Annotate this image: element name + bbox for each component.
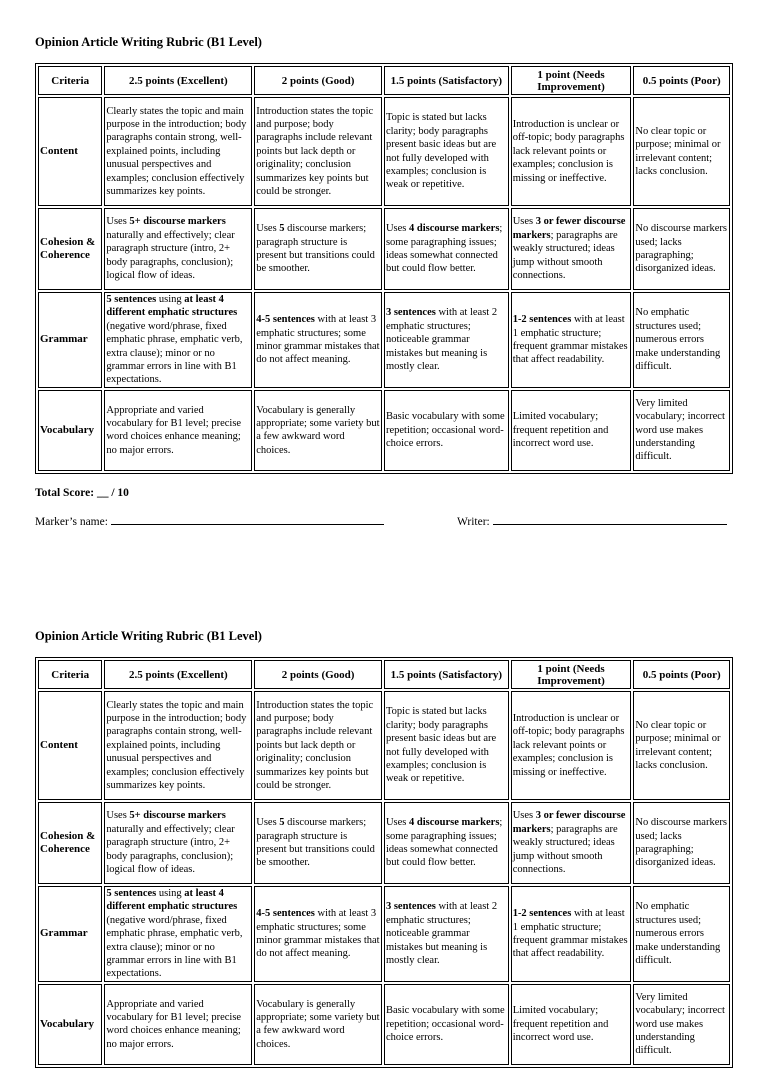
descriptor-cell: Introduction states the topic and purpose; body paragraphs include relevant points but lack depth or originality; conclusion summarizes key points but could be stronger.: [254, 97, 382, 206]
rubric-title: Opinion Article Writing Rubric (B1 Level): [35, 35, 262, 49]
header-needs-improvement: 1 point (Needs Improvement): [511, 660, 632, 689]
row-grammar: [38, 292, 730, 388]
rubric-table: [35, 63, 733, 474]
header-excellent: 2.5 points (Excellent): [104, 660, 252, 689]
header-criteria: Criteria: [38, 660, 102, 689]
descriptor-cell: Topic is stated but lacks clarity; body paragraphs present basic ideas but are not fully developed with examples; conclusion is weak or repetitive.: [384, 691, 509, 800]
descriptor-cell: Introduction states the topic and purpose; body paragraphs include relevant points but lack depth or originality; conclusion summarizes key points but could be stronger.: [254, 691, 382, 800]
row-content: [38, 691, 730, 800]
descriptor-cell: Clearly states the topic and main purpose in the introduction; body paragraphs contain strong, well-explained points, including unusual perspectives and examples; conclusion effectively summarizes key points.: [104, 691, 252, 800]
descriptor-cell: Limited vocabulary; frequent repetition and incorrect word use.: [511, 984, 632, 1065]
header-needs-improvement: 1 point (Needs Improvement): [511, 66, 632, 95]
descriptor-cell: No clear topic or purpose; minimal or irrelevant content; lacks conclusion.: [633, 97, 730, 206]
row-content: [38, 97, 730, 206]
marker-name-line: [35, 514, 384, 528]
descriptor-cell: Uses 5 discourse markers; paragraph structure is present but transitions could be smoother.: [254, 208, 382, 290]
descriptor-cell: No clear topic or purpose; minimal or irrelevant content; lacks conclusion.: [633, 691, 730, 800]
criterion-cell: Grammar: [38, 292, 102, 388]
criterion-cell: Grammar: [38, 886, 102, 982]
writer-line: [457, 514, 727, 528]
descriptor-cell: 3 sentences with at least 2 emphatic structures; noticeable grammar mistakes but meaning is mostly clear.: [384, 886, 509, 982]
descriptor-cell: No discourse markers used; lacks paragraphing; disorganized ideas.: [633, 802, 730, 884]
header-row: [38, 66, 730, 95]
row-grammar: [38, 886, 730, 982]
descriptor-cell: Uses 3 or fewer discourse markers; paragraphs are weakly structured; ideas jump without smooth connections.: [511, 802, 632, 884]
header-poor: 0.5 points (Poor): [633, 66, 730, 95]
descriptor-cell: 1-2 sentences with at least 1 emphatic structure; frequent grammar mistakes that affect readability.: [511, 292, 632, 388]
row-cohesion: [38, 802, 730, 884]
total-score: Total Score: __ / 10: [35, 487, 129, 499]
rubric-title: Opinion Article Writing Rubric (B1 Level): [35, 629, 262, 643]
descriptor-cell: Appropriate and varied vocabulary for B1 level; precise word choices enhance meaning; no major errors.: [104, 390, 252, 471]
descriptor-cell: Clearly states the topic and main purpose in the introduction; body paragraphs contain strong, well-explained points, including unusual perspectives and examples; conclusion effectively summarizes key points.: [104, 97, 252, 206]
descriptor-cell: Basic vocabulary with some repetition; occasional word-choice errors.: [384, 984, 509, 1065]
descriptor-cell: 4-5 sentences with at least 3 emphatic structures; some minor grammar mistakes that do not affect meaning.: [254, 292, 382, 388]
descriptor-cell: Uses 5 discourse markers; paragraph structure is present but transitions could be smoother.: [254, 802, 382, 884]
rubric-table: [35, 657, 733, 1068]
descriptor-cell: No emphatic structures used; numerous errors make understanding difficult.: [633, 886, 730, 982]
criterion-cell: Cohesion & Coherence: [38, 802, 102, 884]
descriptor-cell: 3 sentences with at least 2 emphatic structures; noticeable grammar mistakes but meaning is mostly clear.: [384, 292, 509, 388]
header-excellent: 2.5 points (Excellent): [104, 66, 252, 95]
descriptor-cell: Basic vocabulary with some repetition; occasional word-choice errors.: [384, 390, 509, 471]
descriptor-cell: Topic is stated but lacks clarity; body paragraphs present basic ideas but are not fully developed with examples; conclusion is weak or repetitive.: [384, 97, 509, 206]
descriptor-cell: 4-5 sentences with at least 3 emphatic structures; some minor grammar mistakes that do not affect meaning.: [254, 886, 382, 982]
descriptor-cell: 1-2 sentences with at least 1 emphatic structure; frequent grammar mistakes that affect readability.: [511, 886, 632, 982]
descriptor-cell: Uses 3 or fewer discourse markers; paragraphs are weakly structured; ideas jump without smooth connections.: [511, 208, 632, 290]
header-good: 2 points (Good): [254, 66, 382, 95]
row-vocabulary: [38, 984, 730, 1065]
descriptor-cell: Introduction is unclear or off-topic; body paragraphs lack relevant points or examples; conclusion is missing or ineffective.: [511, 691, 632, 800]
descriptor-cell: Vocabulary is generally appropriate; some variety but a few awkward word choices.: [254, 390, 382, 471]
descriptor-cell: Introduction is unclear or off-topic; body paragraphs lack relevant points or examples; conclusion is missing or ineffective.: [511, 97, 632, 206]
header-satisfactory: 1.5 points (Satisfactory): [384, 66, 509, 95]
criterion-cell: Vocabulary: [38, 984, 102, 1065]
descriptor-cell: Uses 4 discourse markers; some paragraphing issues; ideas somewhat connected but could flow better.: [384, 802, 509, 884]
criterion-cell: Cohesion & Coherence: [38, 208, 102, 290]
descriptor-cell: Very limited vocabulary; incorrect word use makes understanding difficult.: [633, 390, 730, 471]
header-satisfactory: 1.5 points (Satisfactory): [384, 660, 509, 689]
descriptor-cell: Uses 5+ discourse markers naturally and effectively; clear paragraph structure (intro, 2+ body paragraphs, conclusion); logical flow of ideas.: [104, 208, 252, 290]
descriptor-cell: Very limited vocabulary; incorrect word use makes understanding difficult.: [633, 984, 730, 1065]
criterion-cell: Vocabulary: [38, 390, 102, 471]
row-vocabulary: [38, 390, 730, 471]
descriptor-cell: 5 sentences using at least 4 different emphatic structures (negative word/phrase, fixed emphatic phrase, emphatic verb, extra clause); minor or no grammar errors in line with B1 expectations.: [104, 292, 252, 388]
header-criteria: Criteria: [38, 66, 102, 95]
writer-label: Writer:: [457, 516, 490, 528]
descriptor-cell: No emphatic structures used; numerous errors make understanding difficult.: [633, 292, 730, 388]
row-cohesion: [38, 208, 730, 290]
header-poor: 0.5 points (Poor): [633, 660, 730, 689]
descriptor-cell: Vocabulary is generally appropriate; some variety but a few awkward word choices.: [254, 984, 382, 1065]
marker-label: Marker’s name:: [35, 516, 108, 528]
descriptor-cell: Limited vocabulary; frequent repetition and incorrect word use.: [511, 390, 632, 471]
descriptor-cell: 5 sentences using at least 4 different emphatic structures (negative word/phrase, fixed emphatic phrase, emphatic verb, extra clause); minor or no grammar errors in line with B1 expectations.: [104, 886, 252, 982]
descriptor-cell: Appropriate and varied vocabulary for B1 level; precise word choices enhance meaning; no major errors.: [104, 984, 252, 1065]
descriptor-cell: No discourse markers used; lacks paragraphing; disorganized ideas.: [633, 208, 730, 290]
criterion-cell: Content: [38, 691, 102, 800]
descriptor-cell: Uses 4 discourse markers; some paragraphing issues; ideas somewhat connected but could flow better.: [384, 208, 509, 290]
header-row: [38, 660, 730, 689]
descriptor-cell: Uses 5+ discourse markers naturally and effectively; clear paragraph structure (intro, 2+ body paragraphs, conclusion); logical flow of ideas.: [104, 802, 252, 884]
header-good: 2 points (Good): [254, 660, 382, 689]
criterion-cell: Content: [38, 97, 102, 206]
